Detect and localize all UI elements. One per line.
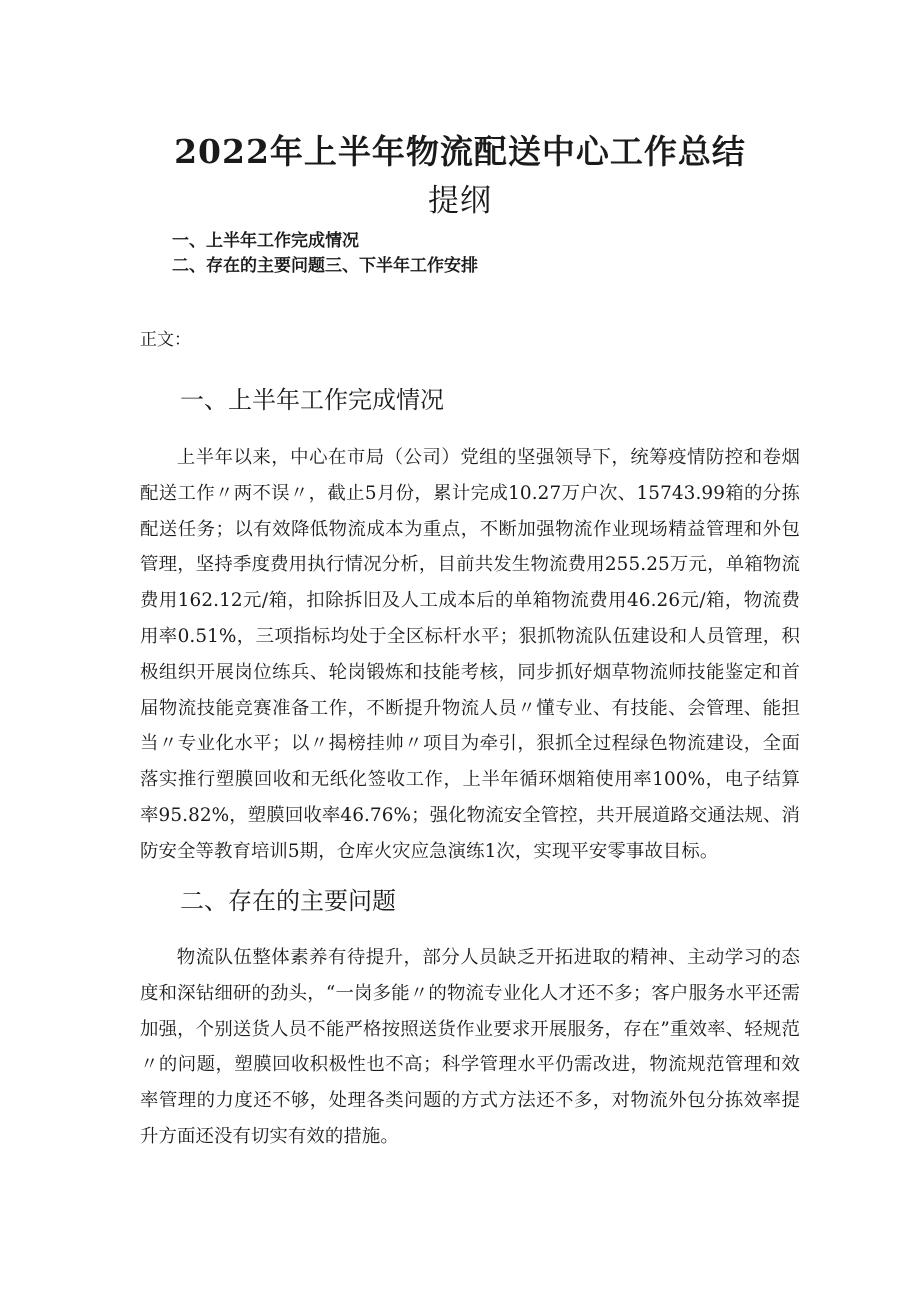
document-subtitle: 提纲: [428, 183, 492, 219]
body-lead-label: 正文：: [140, 330, 191, 350]
section-paragraph: 上半年以来，中心在市局（公司）党组的坚强领导下，统筹疫情防控和卷烟配送工作〃两不误〃，截止5月份，累计完成10.27万户次、15743.99箱的分拣配送任务；以有效降低物流成本为重点，不断加强物流作业现场精益管理和外包管理，坚持季度费用执行情况分析，目前共发生物流费用255.25万元，单箱物流费用162.12元/箱，扣除拆旧及人工成本后的单箱物流费用46.26元/箱，物流费用率0.51%，三项指标均处于全区标杆水平；狠抓物流队伍建设和人员管理，积极组织开展岗位练兵、轮岗锻炼和技能考核，同步抓好烟草物流师技能鉴定和首届物流技能竞赛准备工作，不断提升物流人员〃懂专业、有技能、会管理、能担当〃专业化水平；以〃揭榜挂帅〃项目为牵引，狠抓全过程绿色物流建设，全面落实推行塑膜回收和无纸化签收工作，上半年循环烟箱使用率100%，电子结算率95.82%，塑膜回收率46.76%；强化物流安全管控，共开展道路交通法规、消防安全等教育培训5期，仓库火灾应急演练1次，实现平安零事故目标。: [140, 447, 800, 862]
section-paragraph: 物流队伍整体素养有待提升，部分人员缺乏开拓进取的精神、主动学习的态度和深钻细研的劲头，“一岗多能〃的物流专业化人才还不多；客户服务水平还需加强，个别送货人员不能严格按照送货作业要求开展服务，存在”重效率、轻规范〃的问题，塑膜回收积极性也不高；科学管理水平仍需改进，物流规范管理和效率管理的力度还不够，处理各类问题的方式方法还不多，对物流外包分拣效率提升方面还没有切实有效的措施。: [140, 947, 800, 1147]
section-heading: 二、存在的主要问题: [180, 887, 396, 915]
section-heading: 一、上半年工作完成情况: [180, 386, 444, 414]
outline-item: 一、上半年工作完成情况: [172, 231, 359, 251]
document-title: 2022年上半年物流配送中心工作总结: [174, 132, 746, 171]
outline-item: 二、存在的主要问题三、下半年工作安排: [172, 256, 478, 276]
